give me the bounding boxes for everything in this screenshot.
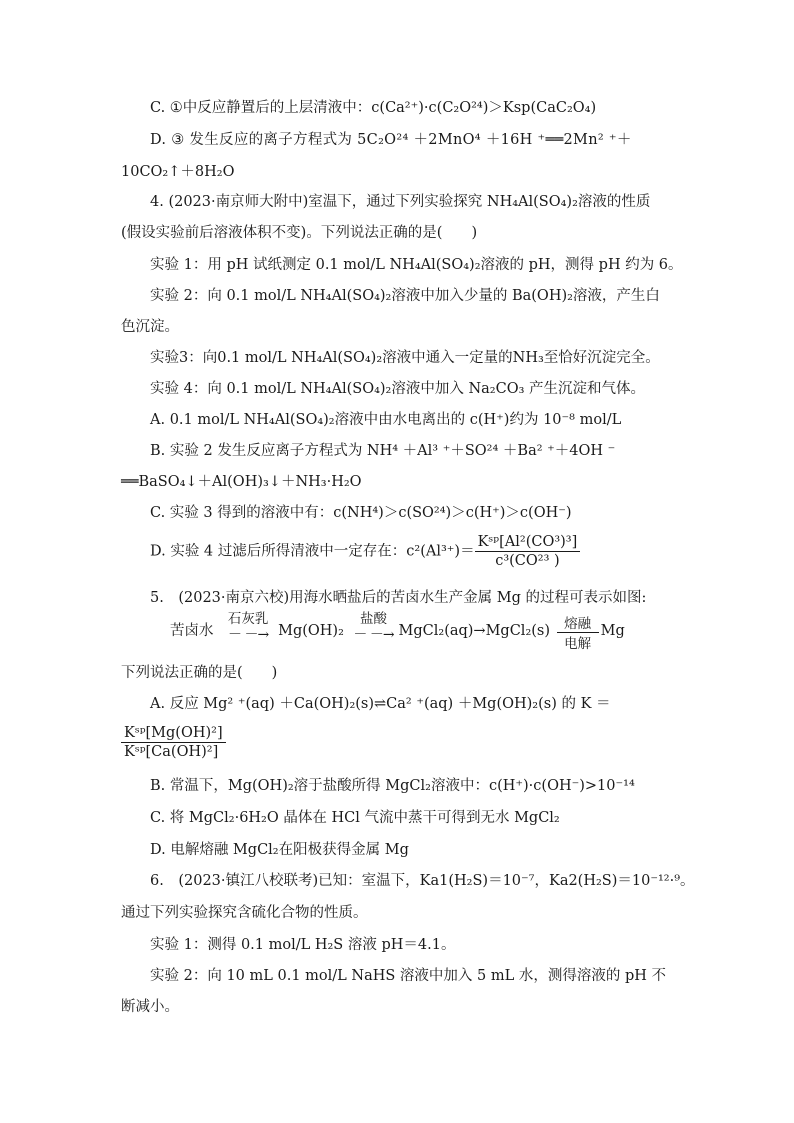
arrow-shaft: － －→ [353, 627, 394, 643]
q4-experiment-3: 实验3：向0.1 mol/L NH₄Al(SO₄)₂溶液中通入一定量的NH₃至恰好沉淀完全。 [150, 350, 660, 366]
flow-product-1: Mg(OH)₂ [278, 623, 344, 639]
q3-option-d-line1: D. ③ 发生反应的离子方程式为 5C₂O²⁴ ＋2MnO⁴ ＋16H ⁺══2Mn² ⁺＋ [150, 132, 632, 148]
flow-arrow-1 [218, 611, 278, 643]
q5-option-a-line1: A. 反应 Mg² ⁺(aq) ＋Ca(OH)₂(s)⇌Ca² ⁺(aq) ＋Mg(OH)₂(s) 的 K ＝ [150, 696, 611, 712]
flow-product-3: Mg [600, 623, 625, 639]
q4-experiment-4: 实验 4：向 0.1 mol/L NH₄Al(SO₄)₂溶液中加入 Na₂CO₃ 产生沉淀和气体。 [150, 381, 646, 397]
q3-option-c: C. ①中反应静置后的上层清液中：c(Ca²⁺)·c(C₂O²⁴)＞Ksp(CaC₂O₄) [150, 100, 597, 116]
q5-ask: 下列说法正确的是( ) [121, 665, 278, 681]
flow-start: 苦卤水 [170, 623, 214, 639]
q4-stem-line1: 4. (2023·南京师大附中)室温下，通过下列实验探究 NH₄Al(SO₄)₂溶液的性质 [150, 194, 651, 210]
q5-stem: 5. (2023·南京六校)用海水晒盐后的苦卤水生产金属 Mg 的过程可表示如图: [150, 590, 647, 606]
q4-experiment-2-line1: 实验 2：向 0.1 mol/L NH₄Al(SO₄)₂溶液中加入少量的 Ba(OH)₂溶液，产生白 [150, 288, 660, 304]
flow-reagent-2: 盐酸 [360, 611, 388, 627]
q4-option-d [150, 533, 705, 579]
q6-experiment-1: 实验 1：测得 0.1 mol/L H₂S 溶液 pH＝4.1。 [150, 937, 456, 953]
fraction-denominator: c³(CO²³ ) [495, 553, 560, 569]
q6-experiment-2-line1: 实验 2：向 10 mL 0.1 mol/L NaHS 溶液中加入 5 mL 水，测得溶液的 pH 不 [150, 968, 666, 984]
flow-arrow-2 [349, 611, 399, 643]
fraction-numerator: Kˢᵖ[Mg(OH)²] [121, 724, 226, 743]
q5-option-b: B. 常温下，Mg(OH)₂溶于盐酸所得 MgCl₂溶液中：c(H⁺)·c(OH⁻)>10⁻¹⁴ [150, 778, 635, 794]
q6-experiment-2-line2: 断减小。 [121, 999, 179, 1015]
q5-option-a-fraction [121, 724, 676, 761]
q4-option-d-lead: D. 实验 4 过滤后所得清液中一定存在：c²(Al³⁺)＝ [150, 543, 475, 560]
q4-experiment-2-line2: 色沉淀。 [121, 319, 179, 335]
q6-stem-line1: 6. (2023·镇江八校联考)已知：室温下，Ka1(H₂S)＝10⁻⁷，Ka2(H₂S)＝10⁻¹²·⁹。 [150, 873, 695, 889]
q6-stem-line2: 通过下列实验探究含硫化合物的性质。 [121, 905, 368, 921]
q5-process-flow [170, 608, 725, 652]
q4-option-b-line2: ══BaSO₄↓＋Al(OH)₃↓＋NH₃·H₂O [121, 474, 362, 490]
q4-option-c: C. 实验 3 得到的溶液中有：c(NH⁴)＞c(SO²⁴)＞c(H⁺)＞c(OH⁻) [150, 505, 572, 521]
fraction-denominator: Kˢᵖ[Ca(OH)²] [124, 744, 219, 760]
flow-arrow-3 [555, 616, 601, 651]
q4-experiment-1: 实验 1：用 pH 试纸测定 0.1 mol/L NH₄Al(SO₄)₂溶液的 pH，测得 pH 约为 6。 [150, 257, 683, 273]
q4-stem-line2: (假设实验前后溶液体积不变)。下列说法正确的是( ) [121, 225, 478, 241]
flow-condition-bottom: 电解 [564, 636, 592, 652]
q4-option-d-fraction [475, 533, 581, 570]
q4-option-a: A. 0.1 mol/L NH₄Al(SO₄)₂溶液中由水电离出的 c(H⁺)约为 10⁻⁸ mol/L [150, 412, 622, 428]
q5-option-d: D. 电解熔融 MgCl₂在阳极获得金属 Mg [150, 842, 409, 858]
fraction [121, 724, 226, 761]
flow-reagent-1: 石灰乳 [227, 611, 269, 627]
q5-option-c: C. 将 MgCl₂·6H₂O 晶体在 HCl 气流中蒸干可得到无水 MgCl₂ [150, 810, 560, 826]
flow-condition-top: 熔融 [564, 616, 592, 632]
fraction-numerator: Kˢᵖ[Al²(CO³)³] [475, 533, 581, 552]
q4-option-b-line1: B. 实验 2 发生反应离子方程式为 NH⁴ ＋Al³ ⁺＋SO²⁴ ＋Ba² ⁺＋4OH ⁻ [150, 443, 616, 459]
flow-product-2: MgCl₂(aq)→MgCl₂(s) [398, 623, 551, 639]
arrow-shaft: － －→ [228, 627, 269, 643]
q3-option-d-line2: 10CO₂↑＋8H₂O [121, 164, 235, 180]
